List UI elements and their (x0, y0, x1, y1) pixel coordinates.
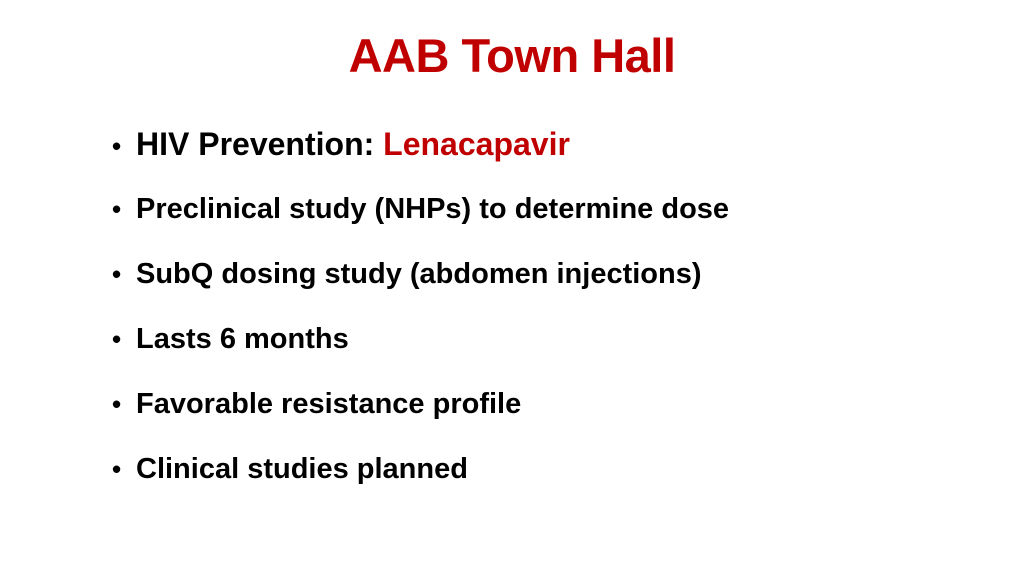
bullet-text: SubQ dosing study (abdomen injections) (136, 258, 702, 290)
bullet-item (112, 242, 992, 307)
bullet-item (112, 177, 992, 242)
bullet-item (112, 307, 992, 372)
bullet-dot-icon: • (112, 454, 122, 484)
bullet-dot-icon: • (112, 389, 122, 419)
bullet-text: HIV Prevention: (136, 126, 384, 162)
bullet-text: Preclinical study (NHPs) to determine dose (136, 193, 730, 225)
bullet-text: Lasts 6 months (136, 323, 349, 355)
bullet-dot-icon: • (112, 324, 122, 354)
bullet-dot-icon: • (112, 259, 122, 289)
bullet-dot-icon: • (112, 131, 122, 161)
bullet-highlight: Lenacapavir (383, 126, 570, 162)
bullet-text: Favorable resistance profile (136, 388, 522, 420)
bullet-item (112, 112, 992, 177)
slide-title: AAB Town Hall (348, 29, 676, 82)
bullet-dot-icon: • (112, 194, 122, 224)
bullet-text: Clinical studies planned (136, 453, 468, 485)
bullet-list (112, 112, 992, 502)
bullet-item (112, 372, 992, 437)
bullet-item (112, 437, 992, 502)
